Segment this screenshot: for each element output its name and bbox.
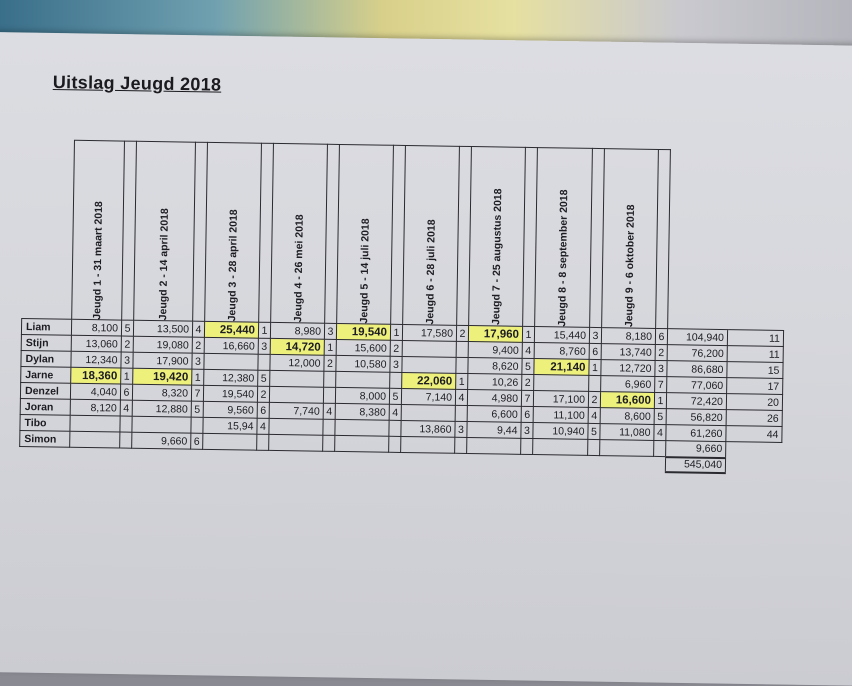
rank-cell <box>120 416 132 432</box>
score-cell <box>204 353 258 370</box>
score-cell: 10,26 <box>468 374 522 391</box>
results-table <box>19 139 787 475</box>
rank-cell: 1 <box>390 324 402 340</box>
rank-cell: 7 <box>655 376 667 392</box>
rank-cell <box>455 405 467 421</box>
page-title: Uitslag Jeugd 2018 <box>52 72 222 95</box>
score-cell <box>401 436 455 453</box>
column-header-label: Jeugd 2 - 14 april 2018 <box>157 208 171 321</box>
rank-cell: 2 <box>522 374 534 390</box>
rank-cell: 3 <box>589 327 601 343</box>
score-cell: 17,100 <box>533 391 588 408</box>
score-cell: 6,600 <box>467 405 521 422</box>
total-cell: 86,680 <box>667 361 727 378</box>
count-column-header <box>728 151 787 331</box>
column-header-label: Jeugd 7 - 25 augustus 2018 <box>489 188 504 326</box>
rank-cell: 4 <box>654 424 666 440</box>
score-cell-best: 19,420 <box>133 368 192 385</box>
score-cell <box>534 375 589 392</box>
score-cell: 8,980 <box>270 322 324 339</box>
score-cell <box>270 370 324 387</box>
score-cell <box>467 437 521 454</box>
score-cell: 13,500 <box>133 320 192 337</box>
score-cell <box>70 431 120 448</box>
rank-cell: 3 <box>521 422 533 438</box>
score-cell-best: 19,540 <box>336 323 390 340</box>
rank-cell: 4 <box>257 418 269 434</box>
rank-cell <box>323 419 335 435</box>
column-header-label: Jeugd 1 - 31 maart 2018 <box>90 200 105 320</box>
rank-cell: 7 <box>191 385 203 401</box>
score-cell-best: 17,960 <box>468 326 522 343</box>
score-cell <box>269 434 323 451</box>
rank-cell <box>588 439 600 455</box>
score-cell: 13,860 <box>401 420 455 437</box>
rank-cell: 1 <box>456 373 468 389</box>
column-header <box>72 140 125 320</box>
total-column-header <box>668 150 731 330</box>
score-cell: 13,740 <box>601 344 655 361</box>
score-cell: 12,000 <box>270 354 324 371</box>
rank-cell: 6 <box>257 402 269 418</box>
rank-cell <box>120 432 132 448</box>
score-cell: 9,660 <box>132 432 191 449</box>
rank-cell: 7 <box>521 390 533 406</box>
rank-cell <box>258 354 270 370</box>
score-cell <box>402 340 456 357</box>
total-cell: 9,660 <box>666 441 726 458</box>
total-cell: 72,420 <box>666 393 726 410</box>
rank-cell: 3 <box>455 421 467 437</box>
count-cell: 11 <box>727 346 783 363</box>
score-cell: 19,540 <box>203 385 257 402</box>
player-name: Liam <box>21 318 71 335</box>
rank-cell <box>456 357 468 373</box>
column-header <box>205 142 262 322</box>
rank-cell: 1 <box>192 369 204 385</box>
column-header-label: Jeugd 9 - 6 oktober 2018 <box>622 204 637 328</box>
rank-cell: 2 <box>121 336 133 352</box>
rank-cell: 2 <box>324 355 336 371</box>
score-cell: 8,320 <box>132 384 191 401</box>
score-cell <box>132 416 191 433</box>
column-header-label: Jeugd 3 - 28 april 2018 <box>225 209 240 322</box>
score-cell: 7,740 <box>269 402 323 419</box>
score-cell <box>70 415 120 432</box>
score-cell: 11,080 <box>600 424 654 441</box>
rank-cell: 5 <box>389 388 401 404</box>
rank-cell: 6 <box>120 384 132 400</box>
rank-cell: 3 <box>324 323 336 339</box>
rank-cell: 2 <box>456 325 468 341</box>
rank-cell: 3 <box>390 356 402 372</box>
rank-cell: 5 <box>258 370 270 386</box>
player-name: Joran <box>20 398 70 415</box>
column-header <box>602 149 659 329</box>
count-cell: 44 <box>726 426 782 443</box>
score-cell <box>600 440 654 457</box>
score-cell: 8,620 <box>468 358 522 375</box>
score-cell-best: 22,060 <box>402 372 456 389</box>
score-cell: 17,580 <box>402 324 456 341</box>
rank-cell: 6 <box>589 343 601 359</box>
score-cell <box>533 439 588 456</box>
rank-cell <box>323 387 335 403</box>
column-header <box>535 148 593 328</box>
count-cell: 20 <box>726 394 782 411</box>
score-cell-best: 18,360 <box>71 367 121 384</box>
rank-cell <box>324 371 336 387</box>
score-cell: 12,380 <box>204 369 258 386</box>
score-cell: 12,720 <box>601 360 655 377</box>
rank-cell: 5 <box>588 423 600 439</box>
column-header <box>337 144 394 324</box>
score-cell-best: 25,440 <box>204 321 258 338</box>
total-cell: 104,940 <box>667 329 727 346</box>
score-cell: 11,100 <box>533 407 588 424</box>
score-cell: 12,880 <box>132 400 191 417</box>
count-cell: 17 <box>727 378 783 395</box>
score-cell: 15,440 <box>534 327 589 344</box>
rank-cell: 2 <box>390 340 402 356</box>
total-cell: 76,200 <box>667 345 727 362</box>
rank-cell <box>191 417 203 433</box>
results-table-wrapper <box>19 139 787 475</box>
score-cell <box>203 433 257 450</box>
header-corner <box>22 140 75 320</box>
rank-cell: 1 <box>589 359 601 375</box>
score-cell: 9,400 <box>468 342 522 359</box>
rank-cell: 6 <box>191 433 203 449</box>
score-cell-best: 14,720 <box>270 338 324 355</box>
rank-cell: 4 <box>120 400 132 416</box>
column-header-label: Jeugd 6 - 28 juli 2018 <box>423 219 438 325</box>
score-cell: 16,660 <box>204 337 258 354</box>
rank-cell: 4 <box>323 403 335 419</box>
score-cell: 13,060 <box>71 335 121 352</box>
score-cell: 19,080 <box>133 336 192 353</box>
grand-total-cell: 545,040 <box>665 457 725 473</box>
rank-cell: 5 <box>191 401 203 417</box>
score-cell: 8,600 <box>600 408 654 425</box>
rank-cell: 2 <box>588 391 600 407</box>
rank-cell: 4 <box>389 404 401 420</box>
score-cell: 9,44 <box>467 421 521 438</box>
player-name: Jarne <box>21 366 71 383</box>
rank-cell: 4 <box>192 321 204 337</box>
rank-cell: 3 <box>121 352 133 368</box>
total-cell: 56,820 <box>666 409 726 426</box>
score-cell <box>335 419 389 436</box>
column-header <box>134 141 196 321</box>
score-cell: 10,580 <box>336 355 390 372</box>
score-cell <box>336 371 390 388</box>
rank-cell: 6 <box>655 328 667 344</box>
score-cell: 8,180 <box>601 328 655 345</box>
rank-cell: 5 <box>522 358 534 374</box>
score-cell: 6,960 <box>601 376 655 393</box>
score-cell <box>401 404 455 421</box>
score-cell-best: 21,140 <box>534 359 589 376</box>
rank-cell: 1 <box>522 326 534 342</box>
player-name: Dylan <box>21 350 71 367</box>
score-cell <box>269 418 323 435</box>
column-header <box>403 145 460 325</box>
score-cell: 15,94 <box>203 417 257 434</box>
score-cell: 8,120 <box>70 399 120 416</box>
rank-cell <box>455 437 467 453</box>
column-header-label: Jeugd 8 - 8 september 2018 <box>556 189 571 327</box>
count-cell: 26 <box>726 410 782 427</box>
rank-cell <box>654 440 666 456</box>
score-cell <box>335 435 389 452</box>
score-cell: 12,340 <box>71 351 121 368</box>
rank-cell: 3 <box>258 338 270 354</box>
score-cell: 8,760 <box>534 343 589 360</box>
score-cell: 4,040 <box>70 383 120 400</box>
player-name: Simon <box>20 430 70 447</box>
rank-cell <box>257 434 269 450</box>
rank-cell <box>323 435 335 451</box>
column-header-label: Jeugd 5 - 14 juli 2018 <box>357 218 372 324</box>
rank-cell: 1 <box>654 392 666 408</box>
rank-cell: 4 <box>455 389 467 405</box>
column-header <box>469 147 526 327</box>
score-cell: 17,900 <box>133 352 192 369</box>
player-name: Denzel <box>20 382 70 399</box>
score-cell: 7,140 <box>401 388 455 405</box>
rank-cell: 1 <box>324 339 336 355</box>
rank-cell <box>589 375 601 391</box>
rank-cell <box>389 420 401 436</box>
total-cell: 77,060 <box>667 377 727 394</box>
score-cell: 4,980 <box>467 389 521 406</box>
rank-cell: 3 <box>655 360 667 376</box>
score-cell <box>402 356 456 373</box>
score-cell: 8,100 <box>71 319 121 336</box>
rank-cell: 1 <box>121 368 133 384</box>
player-name: Stijn <box>21 334 71 351</box>
rank-cell: 4 <box>588 407 600 423</box>
rank-cell: 4 <box>522 342 534 358</box>
count-cell <box>726 442 782 459</box>
rank-cell: 2 <box>655 344 667 360</box>
column-header <box>271 143 328 323</box>
rank-cell <box>456 341 468 357</box>
rank-cell <box>389 436 401 452</box>
score-cell: 9,560 <box>203 401 257 418</box>
column-header-label: Jeugd 4 - 26 mei 2018 <box>291 214 306 323</box>
rank-cell <box>521 438 533 454</box>
table-body <box>19 318 783 473</box>
rank-cell: 5 <box>121 320 133 336</box>
rank-cell: 2 <box>257 386 269 402</box>
score-cell-best: 16,600 <box>600 392 654 409</box>
score-cell: 15,600 <box>336 339 390 356</box>
count-cell: 11 <box>727 330 783 347</box>
header-row <box>22 140 787 331</box>
total-cell: 61,260 <box>666 425 726 442</box>
score-cell: 8,380 <box>335 403 389 420</box>
rank-cell <box>390 372 402 388</box>
player-name: Tibo <box>20 414 70 431</box>
rank-cell: 1 <box>258 322 270 338</box>
score-cell: 10,940 <box>533 423 588 440</box>
score-cell <box>269 386 323 403</box>
count-cell: 15 <box>727 362 783 379</box>
rank-cell: 6 <box>521 406 533 422</box>
rank-cell: 5 <box>654 408 666 424</box>
grand-total-empty <box>725 458 781 474</box>
score-cell: 8,000 <box>335 387 389 404</box>
rank-cell: 3 <box>192 353 204 369</box>
rank-cell: 2 <box>192 337 204 353</box>
